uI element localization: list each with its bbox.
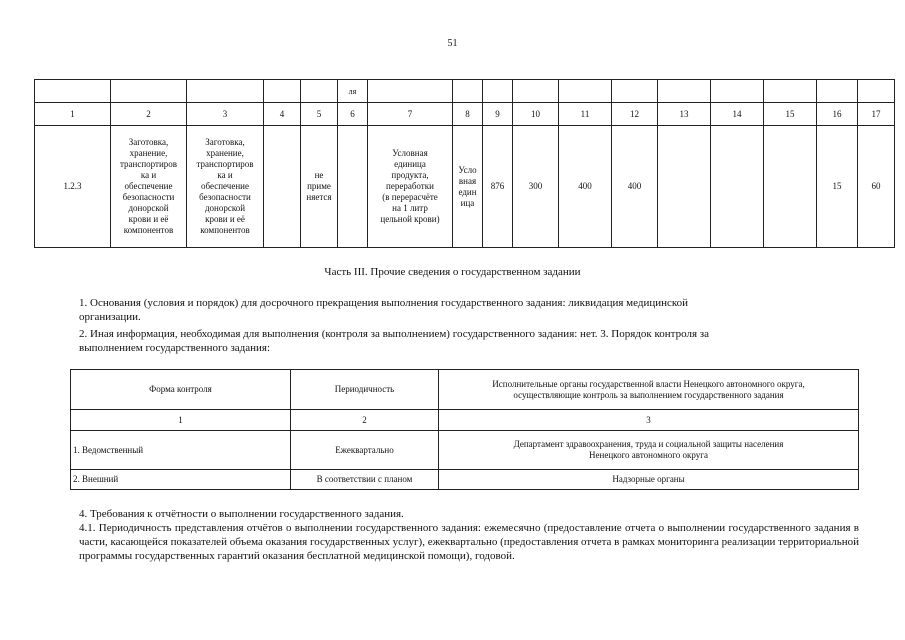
indicator-table xyxy=(34,79,895,248)
table-cell xyxy=(711,80,764,103)
table-row xyxy=(35,126,895,248)
table-cell xyxy=(612,80,658,103)
value-cell: 15 xyxy=(817,126,858,248)
control-form: 2. Внешний xyxy=(71,470,291,490)
paragraph-termination-grounds: 1. Основания (условия и порядок) для досрочного прекращения выполнения государственного задания: ликвидация медицинской организации. xyxy=(79,297,689,323)
column-number: 17 xyxy=(858,103,895,126)
control-table xyxy=(70,369,859,490)
paragraph-reporting-requirements: 4. Требования к отчётности о выполнении государственного задания. xyxy=(79,508,404,520)
control-authority: Департамент здравоохранения, труда и социальной защиты населения Ненецкого автономного округа xyxy=(439,431,859,470)
table-cell xyxy=(264,126,301,248)
column-number: 2 xyxy=(291,410,439,431)
not-applicable-cell: не приме няется xyxy=(301,126,338,248)
column-number: 12 xyxy=(612,103,658,126)
column-number: 10 xyxy=(513,103,559,126)
table-cell xyxy=(301,80,338,103)
control-periodicity: Ежеквартально xyxy=(291,431,439,470)
table-cell xyxy=(513,80,559,103)
table-row xyxy=(71,470,859,490)
column-number: 9 xyxy=(483,103,513,126)
column-number: 5 xyxy=(301,103,338,126)
paragraph-other-information: 2. Иная информация, необходимая для выполнения (контроля за выполнением) государственного задания: нет. 3. Порядок контроля за выполнением государственного задания: xyxy=(79,328,709,354)
page-number: 51 xyxy=(447,38,458,49)
column-number: 1 xyxy=(71,410,291,431)
indicator-name: Условная единица продукта, переработки (в перерасчёте на 1 литр цельной крови) xyxy=(368,126,453,248)
column-header: Периодичность xyxy=(291,370,439,410)
column-number: 15 xyxy=(764,103,817,126)
fragment-row xyxy=(35,80,895,103)
table-cell xyxy=(483,80,513,103)
value-cell: 60 xyxy=(858,126,895,248)
table-cell xyxy=(817,80,858,103)
column-number: 6 xyxy=(338,103,368,126)
table-cell xyxy=(658,80,711,103)
column-number: 3 xyxy=(187,103,264,126)
table-cell xyxy=(338,126,368,248)
column-number: 2 xyxy=(111,103,187,126)
column-number: 16 xyxy=(817,103,858,126)
column-number: 13 xyxy=(658,103,711,126)
row-number: 1.2.3 xyxy=(35,126,111,248)
table-cell xyxy=(764,126,817,248)
service-content: Заготовка, хранение, транспортиров ка и обеспечение безопасности донорской крови и её компонентов xyxy=(187,126,264,248)
control-form: 1. Ведомственный xyxy=(71,431,291,470)
value-cell: 400 xyxy=(612,126,658,248)
table-cell xyxy=(858,80,895,103)
table-cell xyxy=(111,80,187,103)
value-cell: 400 xyxy=(559,126,612,248)
column-number: 7 xyxy=(368,103,453,126)
column-number: 8 xyxy=(453,103,483,126)
control-table-header-row xyxy=(71,370,859,410)
column-number: 14 xyxy=(711,103,764,126)
table-cell xyxy=(368,80,453,103)
table-cell xyxy=(764,80,817,103)
column-number: 1 xyxy=(35,103,111,126)
column-number: 11 xyxy=(559,103,612,126)
table-cell xyxy=(559,80,612,103)
table-cell xyxy=(658,126,711,248)
column-header: Исполнительные органы государственной власти Ненецкого автономного округа, осуществляющие контроль за выполнением государственного задания xyxy=(439,370,859,410)
column-header: Форма контроля xyxy=(71,370,291,410)
table-cell xyxy=(453,80,483,103)
control-table-number-row xyxy=(71,410,859,431)
column-number: 4 xyxy=(264,103,301,126)
table-cell xyxy=(264,80,301,103)
value-cell: 300 xyxy=(513,126,559,248)
table-cell xyxy=(35,80,111,103)
paragraph-reporting-periodicity: 4.1. Периодичность представления отчётов о выполнении государственного задания: ежемесячно (предоставление отчета о выполнении государственного задания в части, касающейся показателей объема оказания государственных услуг), ежеквартально (предоставления отчета в рамках мониторинга реализации территориальной программы государственных гарантий оказания бесплатной медицинской помощи), годовой. xyxy=(79,522,859,562)
column-number: 3 xyxy=(439,410,859,431)
unit-of-measure: Усло вная един ица xyxy=(453,126,483,248)
table-cell xyxy=(711,126,764,248)
control-authority: Надзорные органы xyxy=(439,470,859,490)
table-cell xyxy=(187,80,264,103)
service-name: Заготовка, хранение, транспортиров ка и обеспечение безопасности донорской крови и её компонентов xyxy=(111,126,187,248)
column-number-row xyxy=(35,103,895,126)
section-title: Часть III. Прочие сведения о государственном задании xyxy=(324,266,581,278)
table-cell: ля xyxy=(338,80,368,103)
table-row xyxy=(71,431,859,470)
control-periodicity: В соответствии с планом xyxy=(291,470,439,490)
unit-code: 876 xyxy=(483,126,513,248)
